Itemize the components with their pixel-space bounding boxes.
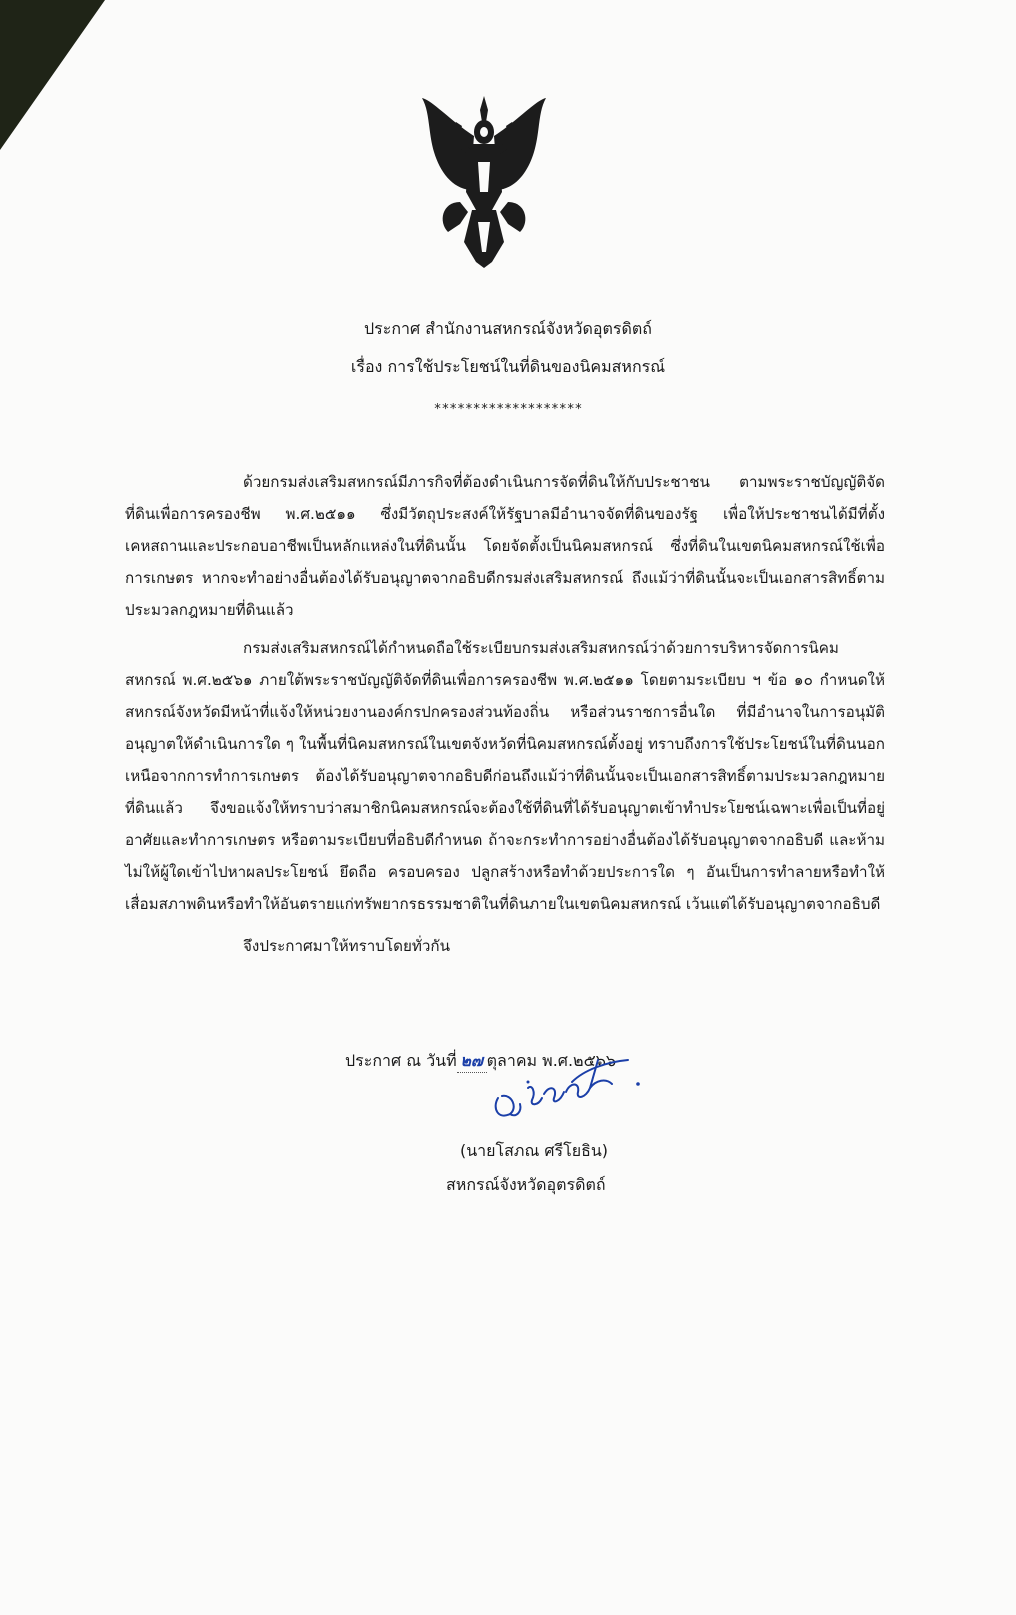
page-corner-shadow [0,0,105,150]
garuda-emblem [412,92,556,270]
body-paragraph-2: กรมส่งเสริมสหกรณ์ได้กำหนดถือใช้ระเบียบกรมส่งเสริมสหกรณ์ว่าด้วยการบริหารจัดการนิคมสหกรณ์ พ.ศ.๒๕๖๑ ภายใต้พระราชบัญญัติจัดที่ดินเพื่อการครองชีพ พ.ศ.๒๕๑๑ โดยตามระเบียบ ฯ ข้อ ๑๐ กำหนดให้สหกรณ์จังหวัดมีหน้าที่แจ้งให้หน่วยงานองค์กรปกครองส่วนท้องถิ่น หรือส่วนราชการอื่นใด ที่มีอำนาจในการอนุมัติ อนุญาตให้ดำเนินการใด ๆ ในพื้นที่นิคมสหกรณ์ในเขตจังหวัดที่นิคมสหกรณ์ตั้งอยู่ ทราบถึงการใช้ประโยชน์ในที่ดินนอกเหนือจากการทำการเกษตร ต้องได้รับอนุญาตจากอธิบดีก่อนถึงแม้ว่าที่ดินนั้นจะเป็นเอกสารสิทธิ์ตามประมวลกฎหมายที่ดินแล้ว จึงขอแจ้งให้ทราบว่าสมาชิกนิคมสหกรณ์จะต้องใช้ที่ดินที่ได้รับอนุญาตเข้าทำประโยชน์เฉพาะเพื่อเป็นที่อยู่อาศัยและทำการเกษตร หรือตามระเบียบที่อธิบดีกำหนด ถ้าจะกระทำการอย่างอื่นต้องได้รับอนุญาตจากอธิบดี และห้ามไม่ให้ผู้ใดเข้าไปหาผลประโยชน์ ยึดถือ ครอบครอง ปลูกสร้างหรือทำด้วยประการใด ๆ อันเป็นการทำลายหรือทำให้เสื่อมสภาพดินหรือทำให้อันตรายแก่ทรัพยากรธรรมชาติในที่ดินภายในเขตนิคมสหกรณ์ เว้นแต่ได้รับอนุญาตจากอธิบดี [125,639,885,913]
signer-name: (นายโสภณ ศรีโยธิน) [460,1141,609,1160]
announcement-title: ประกาศ สำนักงานสหกรณ์จังหวัดอุตรดิตถ์ [364,319,652,338]
date-day: ๒๗ [457,1050,487,1073]
date-prefix: ประกาศ ณ วันที่ [345,1051,457,1070]
body-paragraph-1: ด้วยกรมส่งเสริมสหกรณ์มีภารกิจที่ต้องดำเนินการจัดที่ดินให้กับประชาชน ตามพระราชบัญญัติจัดที่ดินเพื่อการครองชีพ พ.ศ.๒๕๑๑ ซึ่งมีวัตถุประสงค์ให้รัฐบาลมีอำนาจจัดที่ดินของรัฐ เพื่อให้ประชาชนได้มีที่ตั้งเคหสถานและประกอบอาชีพเป็นหลักแหล่งในที่ดินนั้น โดยจัดตั้งเป็นนิคมสหกรณ์ ซึ่งที่ดินในเขตนิคมสหกรณ์ใช้เพื่อการเกษตร หากจะทำอย่างอื่นต้องได้รับอนุญาตจากอธิบดีกรมส่งเสริมสหกรณ์ ถึงแม้ว่าที่ดินนั้นจะเป็นเอกสารสิทธิ์ตามประมวลกฎหมายที่ดินแล้ว [125,473,885,619]
closing-statement: จึงประกาศมาให้ทราบโดยทั่วกัน [243,937,450,955]
handwritten-signature [488,1048,658,1128]
signer-position: สหกรณ์จังหวัดอุตรดิตถ์ [446,1175,606,1194]
announcement-subject: เรื่อง การใช้ประโยชน์ในที่ดินของนิคมสหกรณ์ [350,357,666,376]
separator: ******************* [433,402,583,417]
announcement-body [125,466,885,968]
date-month-year: ตุลาคม พ.ศ.๒๕๖๖ [486,1051,617,1070]
